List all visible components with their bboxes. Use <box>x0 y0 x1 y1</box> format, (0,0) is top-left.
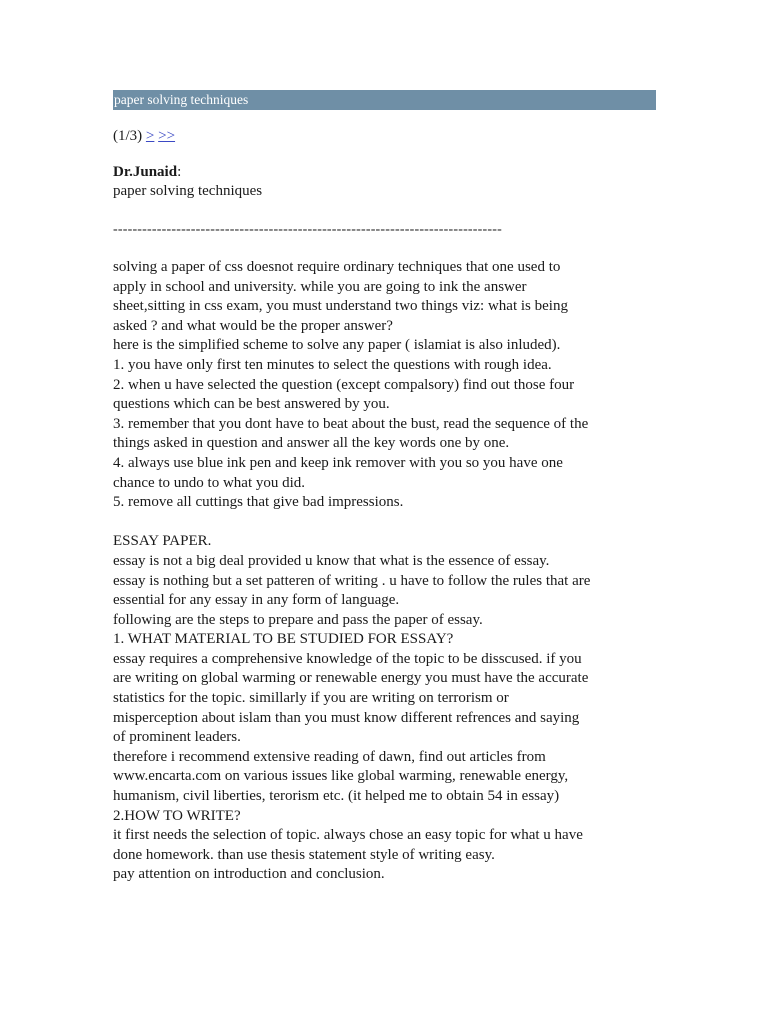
body-line: essay requires a comprehensive knowledge of the topic to be disscused. if you <box>113 650 582 667</box>
last-page-link[interactable]: >> <box>158 128 176 144</box>
body-line: apply in school and university. while you are going to ink the answer <box>113 278 527 295</box>
paragraph-gap <box>113 513 658 533</box>
body-line: 5. remove all cuttings that give bad impressions. <box>113 494 404 511</box>
body-line: here is the simplified scheme to solve any paper ( islamiat is also inluded). <box>113 337 561 354</box>
body-line: essay is nothing but a set patteren of writing . u have to follow the rules that are <box>113 572 591 589</box>
body-line: solving a paper of css doesnot require ordinary techniques that one used to <box>113 259 561 275</box>
author-name: Dr.Junaid <box>113 164 178 180</box>
body-line: asked ? and what would be the proper answer? <box>113 317 393 334</box>
body-line: 1. WHAT MATERIAL TO BE STUDIED FOR ESSAY? <box>113 631 454 648</box>
body-line: therefore i recommend extensive reading of dawn, find out articles from <box>113 748 546 765</box>
body-line: misperception about islam than you must know different refrences and saying <box>113 709 580 726</box>
body-line: 2. when u have selected the question (except compalsory) find out those four <box>113 376 575 393</box>
body-line: chance to undo to what you did. <box>113 474 306 491</box>
body-line: questions which can be best answered by you. <box>113 396 390 413</box>
body-line: 3. remember that you dont have to beat about the bust, read the sequence of the <box>113 415 589 432</box>
author-line <box>113 163 658 182</box>
body-line: humanism, civil liberties, terorism etc. (it helped me to obtain 54 in essay) <box>113 788 560 805</box>
page-position: (1/3) <box>113 128 143 144</box>
pagination <box>113 127 658 146</box>
body-line: following are the steps to prepare and pass the paper of essay. <box>113 611 483 628</box>
document-title-bar: paper solving techniques <box>113 90 656 110</box>
divider-line: -------------------------------------------------------------------------------- <box>113 222 502 237</box>
body-line: it first needs the selection of topic. always chose an easy topic for what u have <box>113 827 583 844</box>
body-line: 1. you have only first ten minutes to select the questions with rough idea. <box>113 356 552 373</box>
next-page-link[interactable]: > <box>145 128 155 144</box>
body-line: sheet,sitting in css exam, you must understand two things viz: what is being <box>113 298 568 315</box>
body-line: essay is not a big deal provided u know that what is the essence of essay. <box>113 552 550 569</box>
article-body <box>113 258 658 885</box>
body-line: 2.HOW TO WRITE? <box>113 807 241 824</box>
body-line: pay attention on introduction and conclusion. <box>113 866 385 883</box>
body-line: are writing on global warming or renewable energy you must have the accurate <box>113 670 589 687</box>
body-line: of prominent leaders. <box>113 729 241 746</box>
body-line: statistics for the topic. simillarly if you are writing on terrorism or <box>113 690 509 707</box>
author-separator: : <box>177 164 182 180</box>
body-line: www.encarta.com on various issues like global warming, renewable energy, <box>113 768 569 785</box>
body-line: done homework. than use thesis statement style of writing easy. <box>113 846 495 863</box>
body-line: ESSAY PAPER. <box>113 533 212 550</box>
body-line: essential for any essay in any form of language. <box>113 592 400 609</box>
document-page <box>113 90 658 885</box>
post-subtitle: paper solving techniques <box>113 183 263 199</box>
body-line: 4. always use blue ink pen and keep ink remover with you so you have one <box>113 454 563 471</box>
body-line: things asked in question and answer all the key words one by one. <box>113 435 510 452</box>
